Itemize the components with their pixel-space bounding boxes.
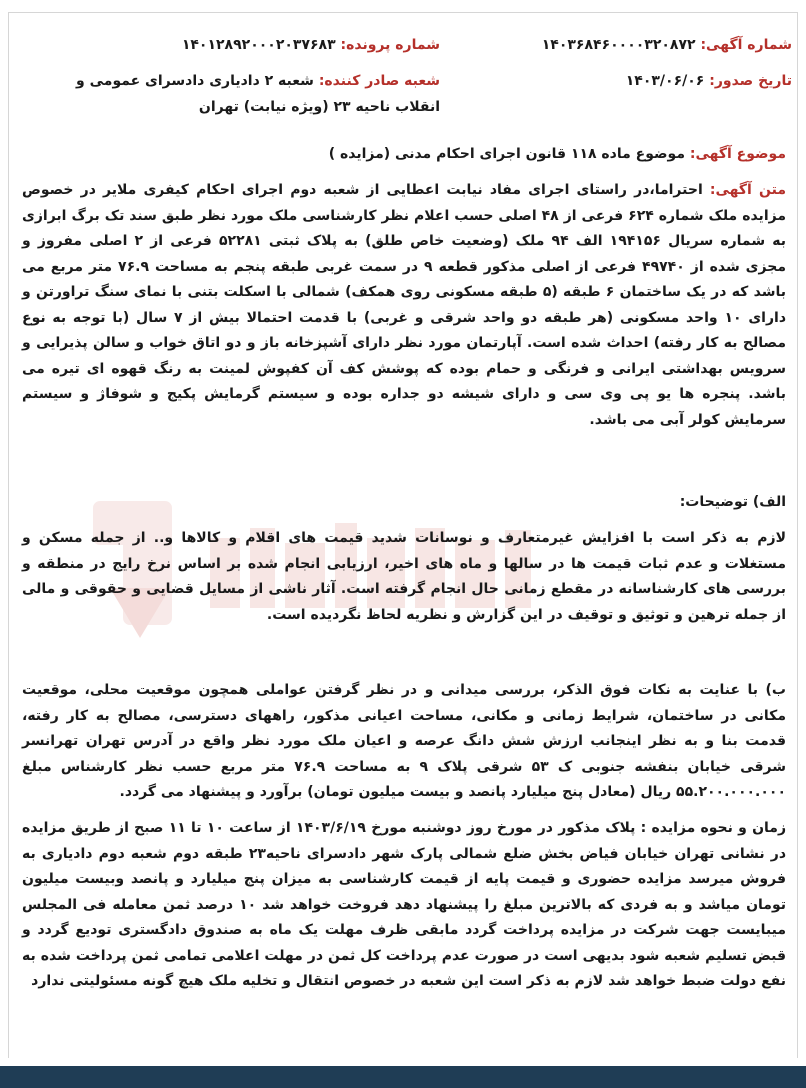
- body-label: متن آگهی:: [709, 182, 786, 198]
- issuer-value: شعبه ۲ دادیاری دادسرای عمومی و انقلاب ناحیه ۲۳ (ویژه نیابت) تهران: [76, 73, 440, 115]
- issuer-field: [35, 68, 440, 120]
- notes-b-text: ب) با عنایت به نکات فوق الذکر، بررسی میدانی و در نظر گرفتن عواملی همچون موقعیت محلی، موقعیت مکانی در ساختمان، شرایط زمانی و مکانی، مساحت اعیانی مذکور، راههای دسترسی، مصالح به کار رفته، قدمت بنا و به نظر اینجانب ارزش شش دانگ عرصه و اعیان ملک مورد نظر واقع در آدرس تهران تهرانسر شرقی خیابان بنفشه جنوبی ک ۵۳ شرقی پلاک ۹ به مساحت ۷۶.۹ متر مربع حسب نظر کارشناس مبلغ ۵۵.۲۰۰.۰۰۰.۰۰۰ ریال (معادل پنج میلیارد پانصد و بیست میلیون تومان) برآورد و پیشنهاد می گردد.: [22, 682, 786, 800]
- left-rule: [8, 12, 9, 1058]
- issue-date-field: [626, 68, 792, 94]
- issue-date-label: تاریخ صدور:: [709, 73, 792, 89]
- case-number-value: ۱۴۰۱۲۸۹۲۰۰۰۲۰۳۷۶۸۳: [181, 37, 336, 53]
- case-number-field: [182, 32, 440, 58]
- issuer-label: شعبه صادر کننده:: [318, 73, 440, 89]
- case-number-label: شماره پرونده:: [340, 37, 440, 53]
- ad-number-field: [542, 32, 792, 58]
- auction-text: زمان و نحوه مزایده : پلاک مذکور در مورخ روز دوشنبه مورخ ۱۴۰۳/۶/۱۹ از ساعت ۱۰ تا ۱۱ صبح از طریق مزایده در نشانی تهران خیابان فیاض بخش ضلع شمالی پارک شهر دادسرای ناحیه۲۳ طبقه دوم شعبه دوم دادیاری به فروش میرسد مزایده حضوری و قیمت پایه از قیمت کارشناسی به میزان پنج میلیارد و پانصد وبیست میلیون تومان میاشد و به فردی که بالاترین مبلغ را پیشنهاد دهد فروخت خواهد شد ۱۰ درصد ثمن معامله فی المجلس میبایست جهت شرکت در مزایده پرداخت گردد مابقی ظرف مهلت یک ماه به صندوق دادگستری تودیع گردد و قبض تسلیم شعبه شود بدیهی است در صورت عدم پرداخت کل ثمن در مهلت اعلامی تمامی ثمن پرداخت شده به نفع دولت ضبط خواهد شد لازم به ذکر است این شعبه در خصوص انتقال و تخلیه ملک هیچ گونه مسئولیتی ندارد: [22, 820, 787, 989]
- notes-heading: الف) توضیحات:: [679, 494, 786, 510]
- notes-a-text: لازم به ذکر است با افزایش غیرمتعارف و نوسانات شدید قیمت های اقلام و کالاها و.. از جمله مسکن و مستغلات و عدم ثبات قیمت ها در سالها و ماه های اخیر، ارزیابی انجام شده بر اساس نرخ رایج در منطقه و بررسی های کارشناسانه در مقطع زمانی حال انجام گرفته است. آثار ناشی از مسایل قضایی و حقوقی و مالی از جمله ترهین و توثیق و توقیف در این گزارش و نظریه لحاظ نگردیده است.: [22, 530, 786, 623]
- footer-bar: [0, 1066, 806, 1088]
- body-text: احتراما،در راستای اجرای مفاد نیابت اعطایی از شعبه دوم اجرای احکام کیفری ملایر در خصوص مزایده ملک شماره ۶۲۴ فرعی از ۴۸ اصلی حسب اعلام نظر کارشناسی ملک مورد نظر طبق سند تک برگ ابرازی به شماره سریال ۱۹۴۱۵۶ الف ۹۴ ملک (وضعیت خاص طلق) به پلاک ثبتی ۵۲۲۸۱ فرعی از ۲ اصلی مفروز و مجزی شده از ۴۹۷۴۰ فرعی از اصلی مذکور قطعه ۹ در سمت غربی طبقه پنجم به مساحت ۷۶.۹ متر مربع می باشد که در یک ساختمان ۶ طبقه (۵ طبقه مسکونی روی همکف) شمالی با اسکلت بتنی با نمای سنگ تراورتن و دارای ۱۰ واحد مسکونی (هر طبقه دو واحد شرقی و غربی) با قدمت احتمالا بیش از ۷ سال (با توجه به نوع مصالح به کار رفته) احداث شده است. آپارتمان مورد نظر دارای آشپزخانه باز و دو اتاق خواب و سالن پذیرایی و سرویس بهداشتی ایرانی و فرنگی و حمام بوده که پوشش کف آن کفپوش لمینت به رنگ قهوه ای تیره می باشد. پنجره ها یو پی وی سی و دارای شیشه دو جداره بوده و سیستم گرمایش پکیج و شوفاژ و سیستم سرمایش کولر آبی می باشد.: [22, 182, 786, 428]
- ad-number-value: ۱۴۰۳۶۸۴۶۰۰۰۰۳۲۰۸۷۲: [541, 37, 696, 53]
- subject-section: [22, 142, 786, 168]
- right-rule: [797, 12, 798, 1058]
- subject-label: موضوع آگهی:: [689, 146, 786, 162]
- subject-text: موضوع ماده ۱۱۸ قانون اجرای احکام مدنی (مزایده ): [328, 146, 685, 162]
- ad-number-label: شماره آگهی:: [700, 37, 792, 53]
- issue-date-value: ۱۴۰۳/۰۶/۰۶: [625, 73, 705, 89]
- body-section: [22, 178, 786, 433]
- top-rule: [8, 12, 798, 13]
